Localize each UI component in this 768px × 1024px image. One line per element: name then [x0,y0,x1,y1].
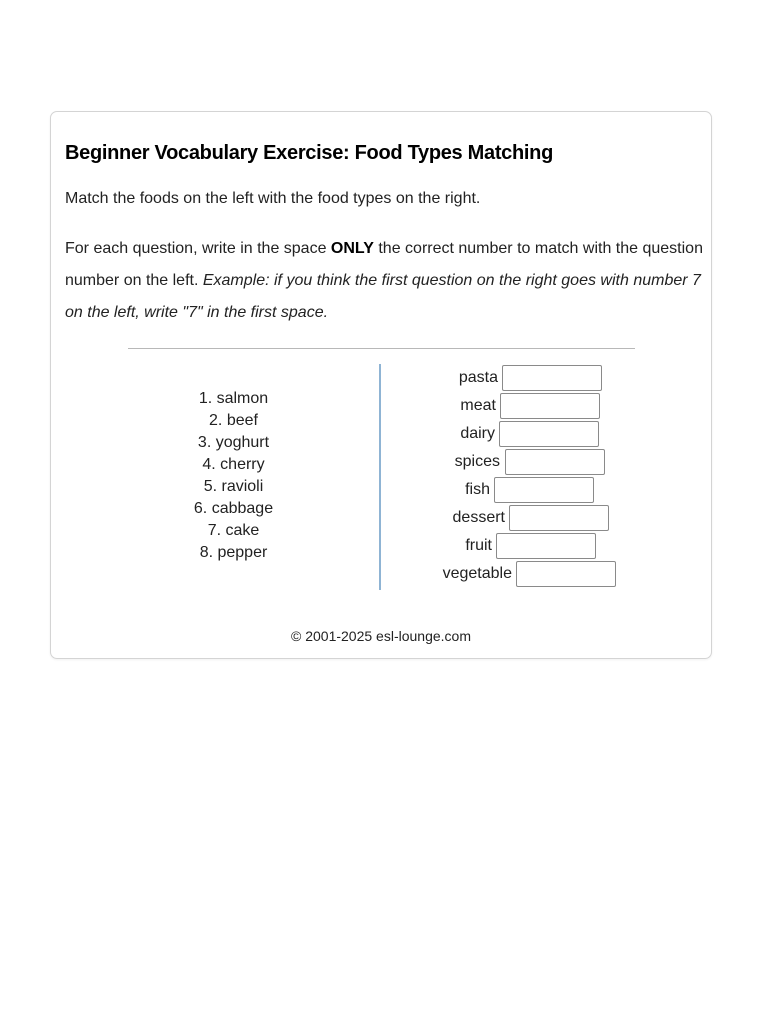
food-type-label: meat [460,397,496,414]
answer-input-fish[interactable] [494,477,594,503]
food-type-label: dairy [460,425,495,442]
answer-input-dessert[interactable] [509,505,609,531]
instructions-text-2: the correct number to match with the question number on the left. [65,240,703,289]
food-item: 4. cherry [202,456,265,473]
answer-input-pasta[interactable] [502,365,602,391]
answer-input-dairy[interactable] [499,421,599,447]
answer-input-vegetable[interactable] [516,561,616,587]
food-item: 6. cabbage [193,500,274,517]
food-type-label: fish [465,481,490,498]
food-item: 8. pepper [199,544,268,561]
food-item: 7. cake [207,522,260,539]
answer-input-meat[interactable] [500,393,600,419]
food-item: 2. beef [209,412,258,429]
food-type-label: dessert [452,509,505,526]
food-type-label: vegetable [442,565,512,582]
exercise-intro: Match the foods on the left with the food types on the right. [65,190,481,207]
instructions-example: Example: if you think the first question on the right goes with number 7 on the left, write "7" in the first space. [65,272,701,321]
exercise-instructions [65,233,705,329]
food-type-label: fruit [465,537,492,554]
instructions-text-1: For each question, write in the space [65,240,331,257]
food-item: 5. ravioli [203,478,264,495]
copyright-footer: © 2001-2025 esl-lounge.com [291,628,471,644]
food-item: 1. salmon [198,390,269,407]
food-item: 3. yoghurt [197,434,270,451]
divider [128,348,635,349]
exercise-title: Beginner Vocabulary Exercise: Food Types Matching [65,142,554,164]
foods-list [161,388,306,564]
answer-input-spices[interactable] [505,449,605,475]
column-separator [379,364,381,590]
food-type-label: pasta [458,369,498,386]
answer-input-fruit[interactable] [496,533,596,559]
food-type-label: spices [454,453,500,470]
exercise-card [50,111,712,659]
instructions-emphasis: ONLY [330,240,374,257]
